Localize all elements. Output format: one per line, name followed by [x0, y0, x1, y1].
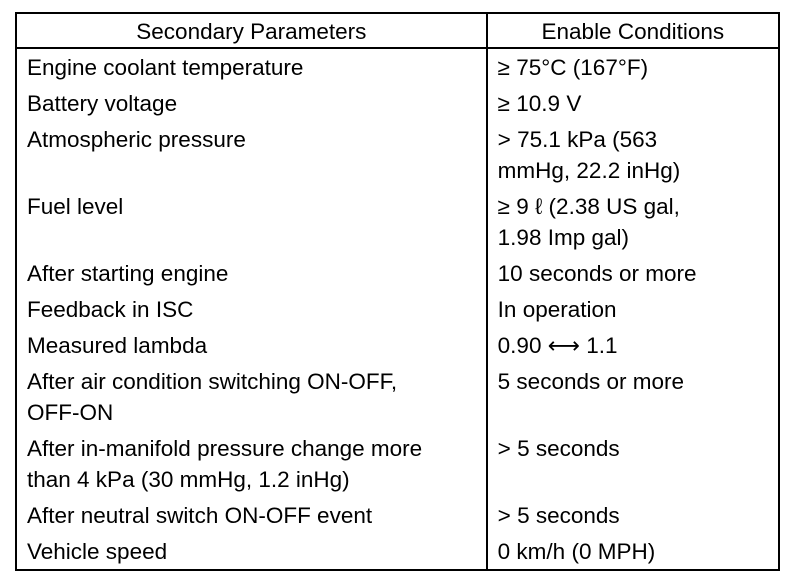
- parameter-line: After air condition switching ON-OFF,: [27, 369, 398, 394]
- condition-line: ≥ 9 ℓ (2.38 US gal,: [497, 194, 680, 219]
- enable-conditions-table: [15, 12, 780, 571]
- parameter-line: than 4 kPa (30 mmHg, 1.2 inHg): [27, 467, 350, 492]
- condition-line: mmHg, 22.2 inHg): [497, 158, 681, 183]
- parameter-cell: [16, 121, 487, 188]
- condition-line: 0 km/h (0 MPH): [497, 539, 656, 564]
- parameter-cell: [16, 327, 487, 363]
- parameter-line: After in-manifold pressure change more: [27, 436, 423, 461]
- parameter-line: Feedback in ISC: [27, 297, 194, 322]
- condition-line: 10 seconds or more: [497, 261, 697, 286]
- condition-line: In operation: [497, 297, 617, 322]
- condition-line: > 5 seconds: [497, 503, 620, 528]
- condition-cell: [487, 533, 779, 570]
- header-enable-conditions: Enable Conditions: [487, 13, 779, 48]
- parameter-line: Measured lambda: [27, 333, 208, 358]
- condition-cell: [487, 48, 779, 85]
- condition-line: 1.98 Imp gal): [497, 225, 629, 250]
- table-row: [16, 188, 779, 255]
- parameter-cell: [16, 363, 487, 430]
- parameter-line: Vehicle speed: [27, 539, 168, 564]
- table-row: [16, 533, 779, 570]
- table-row: [16, 121, 779, 188]
- parameter-line: After neutral switch ON-OFF event: [27, 503, 373, 528]
- table-row: [16, 327, 779, 363]
- table-row: [16, 363, 779, 430]
- condition-cell: [487, 327, 779, 363]
- parameter-cell: [16, 497, 487, 533]
- condition-cell: [487, 430, 779, 497]
- table-row: [16, 85, 779, 121]
- condition-cell: [487, 85, 779, 121]
- parameter-cell: [16, 291, 487, 327]
- condition-line: 5 seconds or more: [497, 369, 685, 394]
- parameter-cell: [16, 255, 487, 291]
- header-secondary-parameters: Secondary Parameters: [16, 13, 487, 48]
- condition-line: > 5 seconds: [497, 436, 620, 461]
- condition-line: > 75.1 kPa (563: [497, 127, 658, 152]
- parameter-cell: [16, 430, 487, 497]
- parameter-cell: [16, 533, 487, 570]
- condition-cell: [487, 121, 779, 188]
- condition-cell: [487, 497, 779, 533]
- condition-cell: [487, 188, 779, 255]
- condition-cell: [487, 255, 779, 291]
- table-row: [16, 291, 779, 327]
- condition-line: 0.90 ⟷ 1.1: [497, 333, 618, 358]
- parameter-line: Atmospheric pressure: [27, 127, 246, 152]
- parameter-cell: [16, 188, 487, 255]
- parameter-line: Engine coolant temperature: [27, 55, 304, 80]
- condition-cell: [487, 291, 779, 327]
- parameter-line: Battery voltage: [27, 91, 178, 116]
- parameter-line: Fuel level: [27, 194, 124, 219]
- condition-cell: [487, 363, 779, 430]
- parameter-cell: [16, 48, 487, 85]
- table-row: [16, 255, 779, 291]
- parameter-cell: [16, 85, 487, 121]
- parameter-line: After starting engine: [27, 261, 229, 286]
- table-row: [16, 430, 779, 497]
- parameter-line: OFF-ON: [27, 400, 114, 425]
- condition-line: ≥ 75°C (167°F): [497, 55, 649, 80]
- table-row: [16, 48, 779, 85]
- condition-line: ≥ 10.9 V: [497, 91, 582, 116]
- table-row: [16, 497, 779, 533]
- table-header-row: [16, 13, 779, 48]
